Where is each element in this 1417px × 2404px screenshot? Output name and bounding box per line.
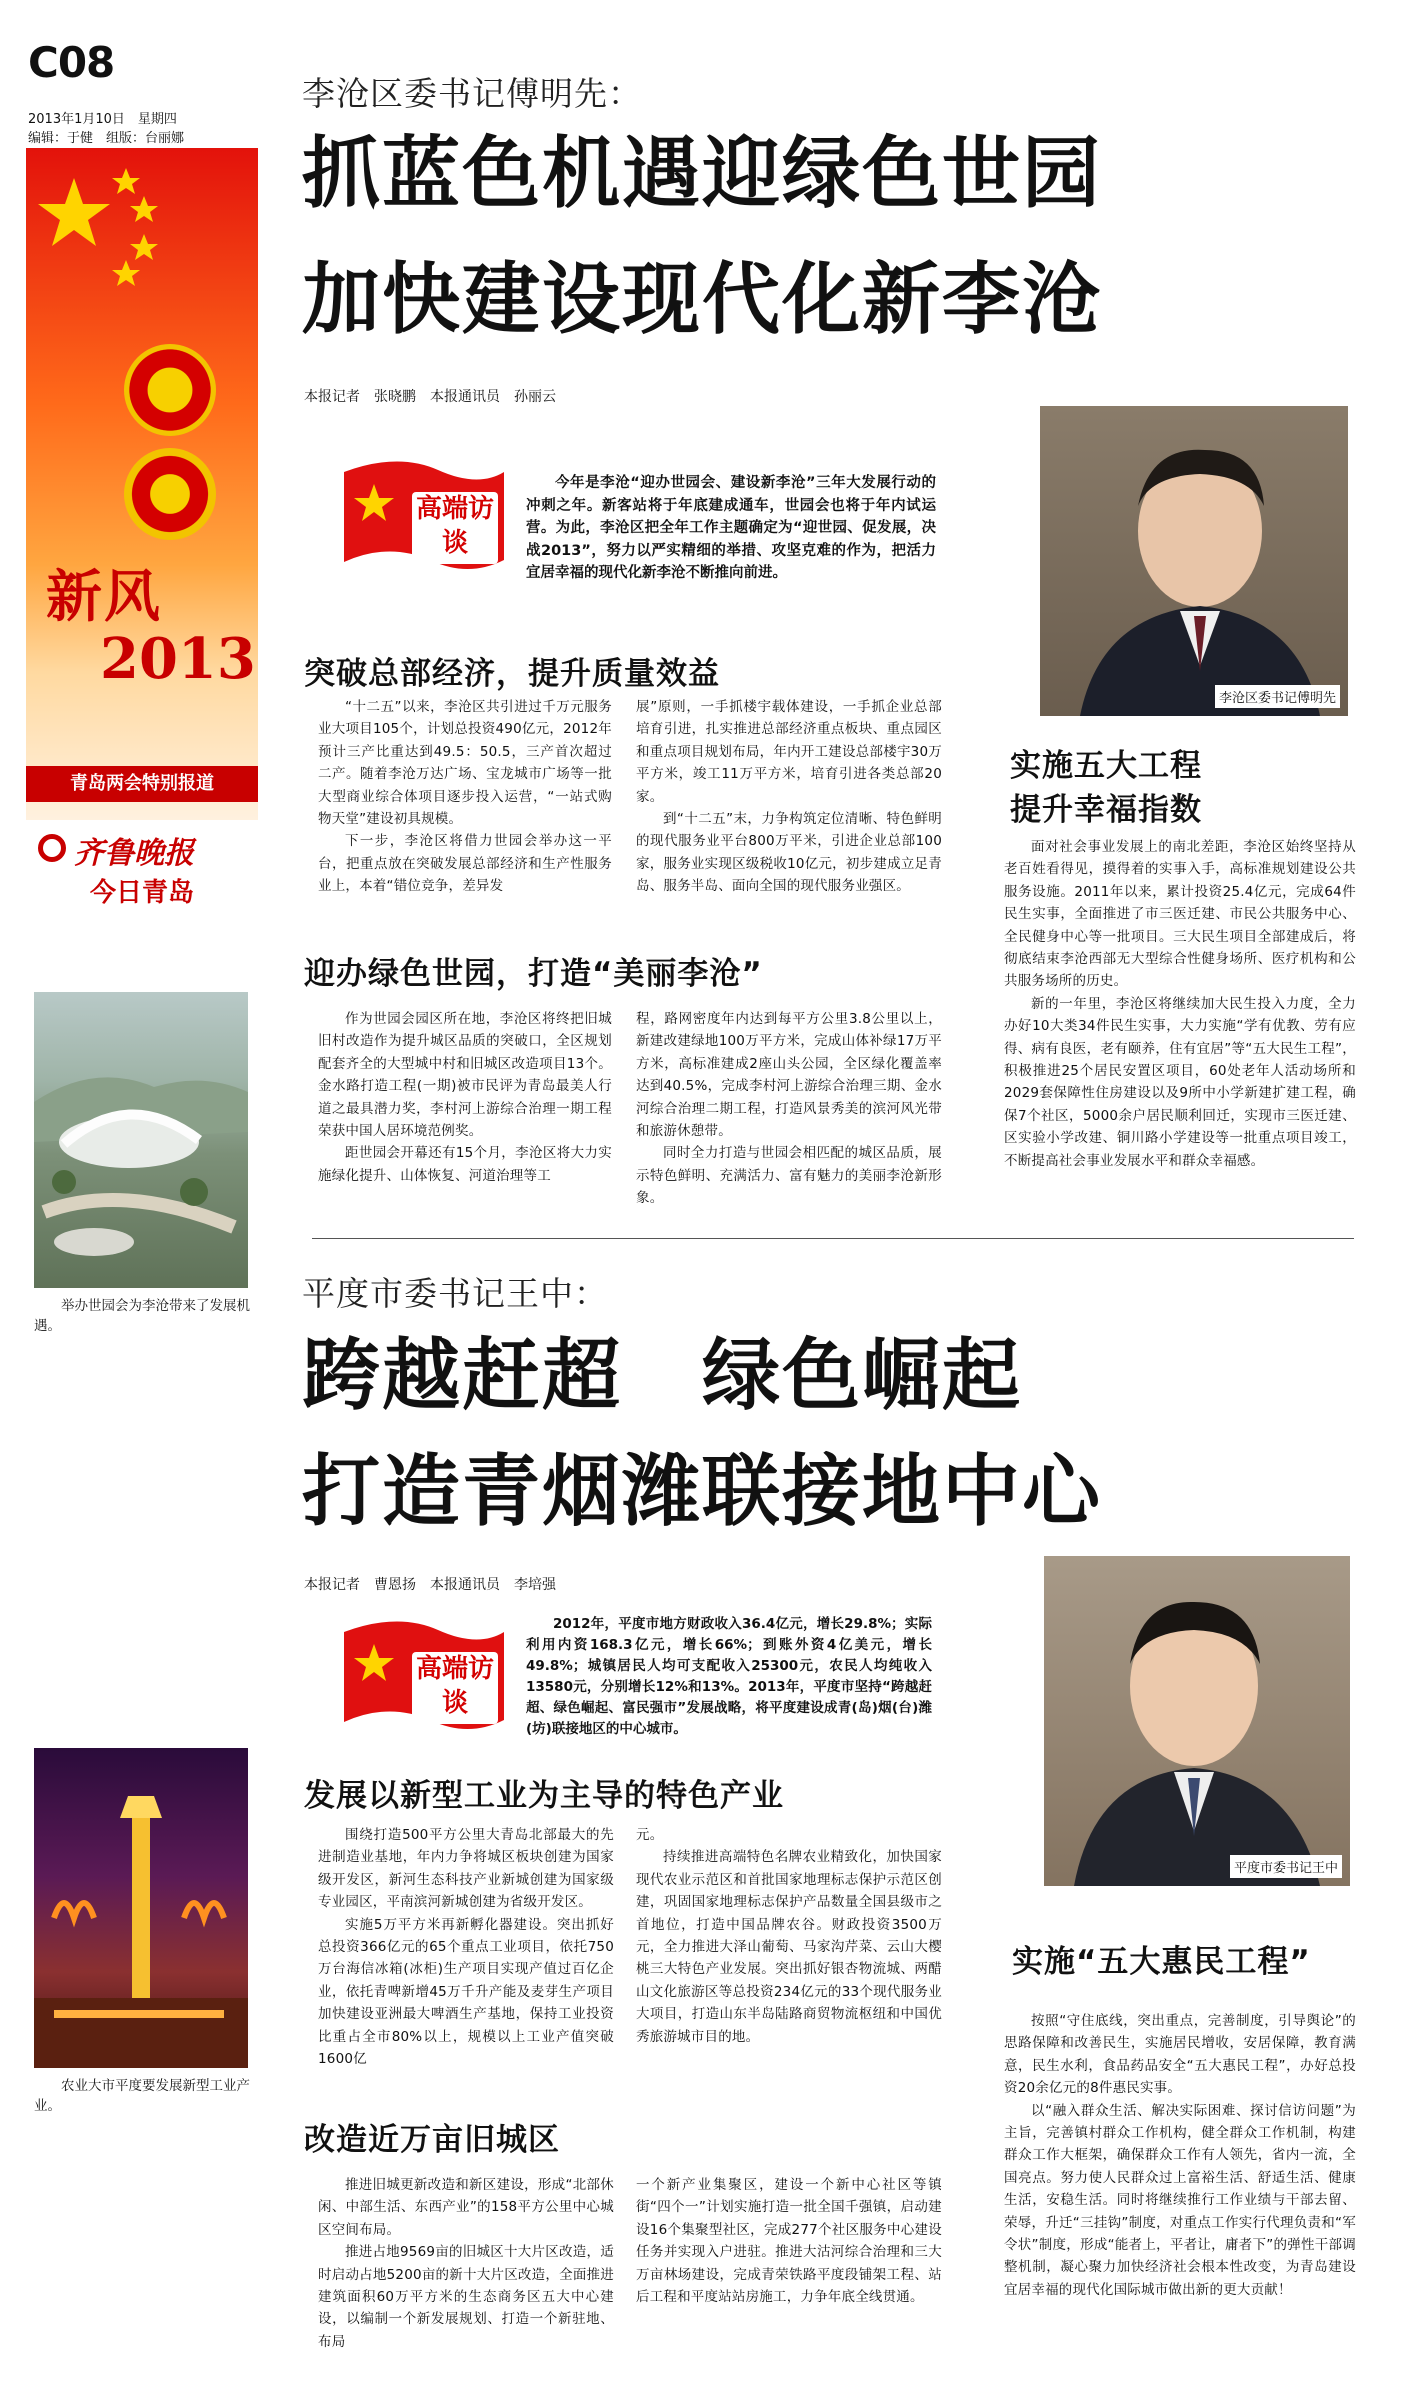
article2-section1-title: 发展以新型工业为主导的特色产业 [304, 1778, 784, 1814]
page-number: C08 [28, 38, 115, 87]
article1-photo-caption: 李沧区委书记傅明先 [1215, 685, 1340, 708]
banner-subtitle: 青岛两会特别报道 [26, 766, 258, 802]
paragraph: 推进占地9569亩的旧城区十大片区改造，适时启动占地5200亩的新十大片区改造，全面推进建筑面积60万平方米的生态商务区五大中心建设，以编制一个新发展规划、打造一个新驻地、布局 [318, 2244, 614, 2350]
issue-date: 2013年1月10日 星期四 [28, 112, 177, 127]
article2-badge-text: 高端访谈 [412, 1652, 498, 1724]
article1-section2-col1 [318, 1008, 612, 1220]
article2-section2-title: 改造近万亩旧城区 [304, 2122, 560, 2158]
paragraph: 同时全力打造与世园会相匹配的城区品质，展示特色鲜明、充满活力、富有魅力的美丽李沧新形象。 [636, 1145, 942, 1207]
cppcc-emblem-icon [124, 448, 216, 540]
article1-portrait-photo [1040, 406, 1348, 716]
article1-section3-title-line2: 提升幸福指数 [1010, 792, 1202, 828]
banner-title: 新风 [46, 564, 162, 630]
photo2-caption: 农业大市平度要发展新型工业产业。 [34, 2078, 250, 2114]
national-emblem-icon [124, 344, 216, 436]
article1-kicker: 李沧区委书记傅明先： [302, 74, 642, 113]
article1-section1-title: 突破总部经济，提升质量效益 [304, 656, 720, 692]
masthead-logo-icon [38, 834, 66, 862]
article-divider [312, 1238, 1354, 1239]
section-name: 今日青岛 [90, 878, 195, 908]
article2-byline: 本报记者 曹恩扬 本报通讯员 李培强 [304, 1577, 556, 1593]
paragraph: 程，路网密度年内达到每平方公里3.8公里以上，新建改建绿地100万平方米，完成山体补绿17万平方米，高标准建成2座山头公园，全区绿化覆盖率达到40.5%，完成李村河上游综合治理三期、金水河综合治理二期工程，打造风景秀美的滨河风光带和旅游休憩带。 [636, 1011, 942, 1140]
expo-venue-photo [34, 992, 248, 1288]
paper-name: 齐鲁晚报 [74, 836, 194, 871]
photo1-caption: 举办世园会为李沧带来了发展机遇。 [34, 1298, 250, 1334]
article2-headline-line1: 跨越赶超 绿色崛起 [302, 1331, 1023, 1421]
editors-line: 编辑：于健 组版：台丽娜 [28, 131, 185, 146]
article1-section2-title: 迎办绿色世园，打造“美丽李沧” [304, 956, 763, 992]
paragraph: 推进旧城更新改造和新区建设，形成“北部休闲、中部生活、东西产业”的158平方公里中心城区空间布局。 [318, 2177, 614, 2238]
article2-section3-title: 实施“五大惠民工程” [1012, 1944, 1311, 1980]
article2-kicker: 平度市委书记王中： [302, 1274, 608, 1313]
banner-year: 2013 [100, 626, 256, 692]
article1-section1-col2 [636, 696, 942, 936]
paragraph: 按照“守住底线，突出重点，完善制度，引导舆论”的思路保障和改善民生，实施居民增收，安居保障，教育满意，民生水利，食品药品安全“五大惠民工程”，办好总投资20余亿元的8件惠民实事。 [1004, 2013, 1356, 2097]
paragraph: 持续推进高端特色名牌农业精致化，加快国家现代农业示范区和首批国家地理标志保护示范区创建，巩固国家地理标志保护产品数量全国县级市之首地位，打造中国品牌农谷。财政投资3500万元，全力推进大泽山葡萄、马家沟芹菜、云山大樱桃三大特色产业发展。突出抓好银杏物流城、两醋山文化旅游区等总投资234亿元的33个现代服务业大项目，打造山东半岛陆路商贸物流枢纽和中国优秀旅游城市目的地。 [636, 1849, 942, 2045]
article2-section3-body [1004, 2010, 1356, 2388]
article2-lede: 2012年，平度市地方财政收入36.4亿元，增长29.8%；实际利用内资168.3亿元，增长66%；到账外资4亿美元，增长49.8%；城镇居民人均可支配收入25300元，农民人均纯收入13580元，分别增长12%和13%。2013年，平度市坚持“跨越赶超、绿色崛起、富民强市”发展战略，将平度建设成青(岛)烟(台)潍(坊)联接地区的中心城市。 [526, 1616, 932, 1737]
article1-section1-col1 [318, 696, 612, 936]
paragraph: 实施5万平方米再新孵化器建设。突出抓好总投资366亿元的65个重点工业项目，依托750万台海信冰箱(冰柜)生产项目实现产值过百亿企业，依托青啤新增45万千升产能及麦芽生产项目加快建设亚洲最大啤酒生产基地，保持工业投资比重占全市80%以上，规模以上工业产值突破1600亿 [318, 1916, 614, 2068]
article2-section2-col2 [636, 2174, 942, 2386]
article1-badge-text: 高端访谈 [412, 492, 498, 564]
paragraph: 展”原则，一手抓楼宇载体建设，一手抓企业总部培育引进，扎实推进总部经济重点板块、重点园区和重点项目规划布局，年内开工建设总部楼宇30万平方米，竣工11万平方米，培育引进各类总部20家。 [636, 699, 942, 805]
article2-section1-col1 [318, 1824, 614, 2080]
paragraph: 到“十二五”末，力争构筑定位清晰、特色鲜明的现代服务业平台800万平米，引进企业总部100家，服务业实现区级税收10亿元，初步建成立足青岛、服务半岛、面向全国的现代服务业强区。 [636, 811, 942, 895]
paragraph: 一个新产业集聚区，建设一个新中心社区等镇街“四个一”计划实施打造一批全国千强镇，启动建设16个集聚型社区，完成277个社区服务中心建设任务并实现入户进驻。推进大沽河综合治理和三大万亩林场建设，完成青荣铁路平度段铺架工程、站后工程和平度站站房施工，力争年底全线贯通。 [636, 2177, 942, 2306]
article1-headline-line1: 抓蓝色机遇迎绿色世园 [302, 129, 1103, 219]
paragraph: 距世园会开幕还有15个月，李沧区将大力实施绿化提升、山体恢复、河道治理等工 [318, 1145, 612, 1184]
paragraph: 下一步，李沧区将借力世园会举办这一平台，把重点放在突破发展总部经济和生产性服务业上，本着“错位竞争，差异发 [318, 833, 612, 895]
paragraph: “十二五”以来，李沧区共引进过千万元服务业大项目105个，计划总投资490亿元，2012年预计三产比重达到49.5：50.5，三产首次超过二产。随着李沧万达广场、宝龙城市广场等一批大型商业综合体项目逐步投入运营，“一站式购物天堂”建设初具规模。 [318, 699, 612, 828]
paragraph: 元。 [636, 1827, 664, 1843]
article1-section2-col2 [636, 1008, 942, 1220]
monument-night-photo [34, 1748, 248, 2068]
paragraph: 新的一年里，李沧区将继续加大民生投入力度，全力办好10大类34件民生实事，大力实施“学有优教、劳有应得、病有良医，老有颐养，住有宜居”等“五大民生工程”，积极推进25个居民安置区项目，60处老年人活动场所和2029套保障性住房建设以及9所中小学新建扩建工程，确保7个社区，5000余户居民顺利回迁，实现市三医迁建、区实验小学改建、铜川路小学建设等一批重点项目竣工，不断提高社会事业发展水平和群众幸福感。 [1004, 995, 1356, 1169]
article2-portrait-photo [1044, 1556, 1350, 1886]
paragraph: 围绕打造500平方公里大青岛北部最大的先进制造业基地，年内力争将城区板块创建为国家级开发区，新河生态科技产业新城创建为国家级专业园区，平南滨河新城创建为省级开发区。 [318, 1827, 614, 1911]
article1-section3-title-line1: 实施五大工程 [1010, 748, 1202, 784]
paragraph: 作为世园会园区所在地，李沧区将终把旧城旧村改造作为提升城区品质的突破口，全区规划配套齐全的大型城中村和旧城区改造项目13个。金水路打造工程(一期)被市民评为青岛最美人行道之最具潜力奖，李村河上游综合治理一期工程荣获中国人居环境范例奖。 [318, 1011, 612, 1140]
article2-section1-col2 [636, 1824, 942, 2080]
article2-section2-col1 [318, 2174, 614, 2386]
article1-section3-body [1004, 836, 1356, 1220]
article2-photo-caption: 平度市委书记王中 [1230, 1855, 1342, 1878]
article1-headline-line2: 加快建设现代化新李沧 [302, 255, 1103, 345]
paragraph: 以“融入群众生活、解决实际困难、探讨信访问题”为主旨，完善镇村群众工作机构，健全群众工作机制，构建群众工作大框架，确保群众工作有人领先，省内一流，全国亮点。努力使人民群众过上富裕生活、舒适生活、健康生活，安稳生活。同时将继续推行工作业绩与干部去留、荣辱，升迁“三挂钩”制度，对重点工作实行代理负责和“军令状”制度，形成“能者上，平者让，庸者下”的弹性干部调整机制，凝心聚力加快经济社会根本性改变，为青岛建设宜居幸福的现代化国际城市做出新的更大贡献！ [1004, 2102, 1356, 2298]
special-report-banner [26, 148, 258, 820]
article1-interview-badge [338, 452, 508, 582]
article2-headline-line2: 打造青烟潍联接地中心 [302, 1447, 1103, 1537]
paragraph: 面对社会事业发展上的南北差距，李沧区始终坚持从老百姓看得见，摸得着的实事入手，高标准规划建设公共服务设施。2011年以来，累计投资25.4亿元，完成64件民生实事，全面推进了市三医迁建、市民公共服务中心、全民健身中心等一批项目。三大民生项目全部建成后，将彻底结束李沧西部无大型综合性健身场所、医疗机构和公共服务场所的历史。 [1004, 839, 1356, 990]
article1-lede: 今年是李沧“迎办世园会、建设新李沧”三年大发展行动的冲刺之年。新客站将于年底建成通车，世园会也将于年内试运营。为此，李沧区把全年工作主题确定为“迎世园、促发展，决战2013”，努力以严实精细的举措、攻坚克难的作为，把活力宜居幸福的现代化新李沧不断推向前进。 [526, 475, 936, 581]
article1-byline: 本报记者 张晓鹏 本报通讯员 孙丽云 [304, 389, 556, 405]
article2-interview-badge [338, 1612, 508, 1742]
